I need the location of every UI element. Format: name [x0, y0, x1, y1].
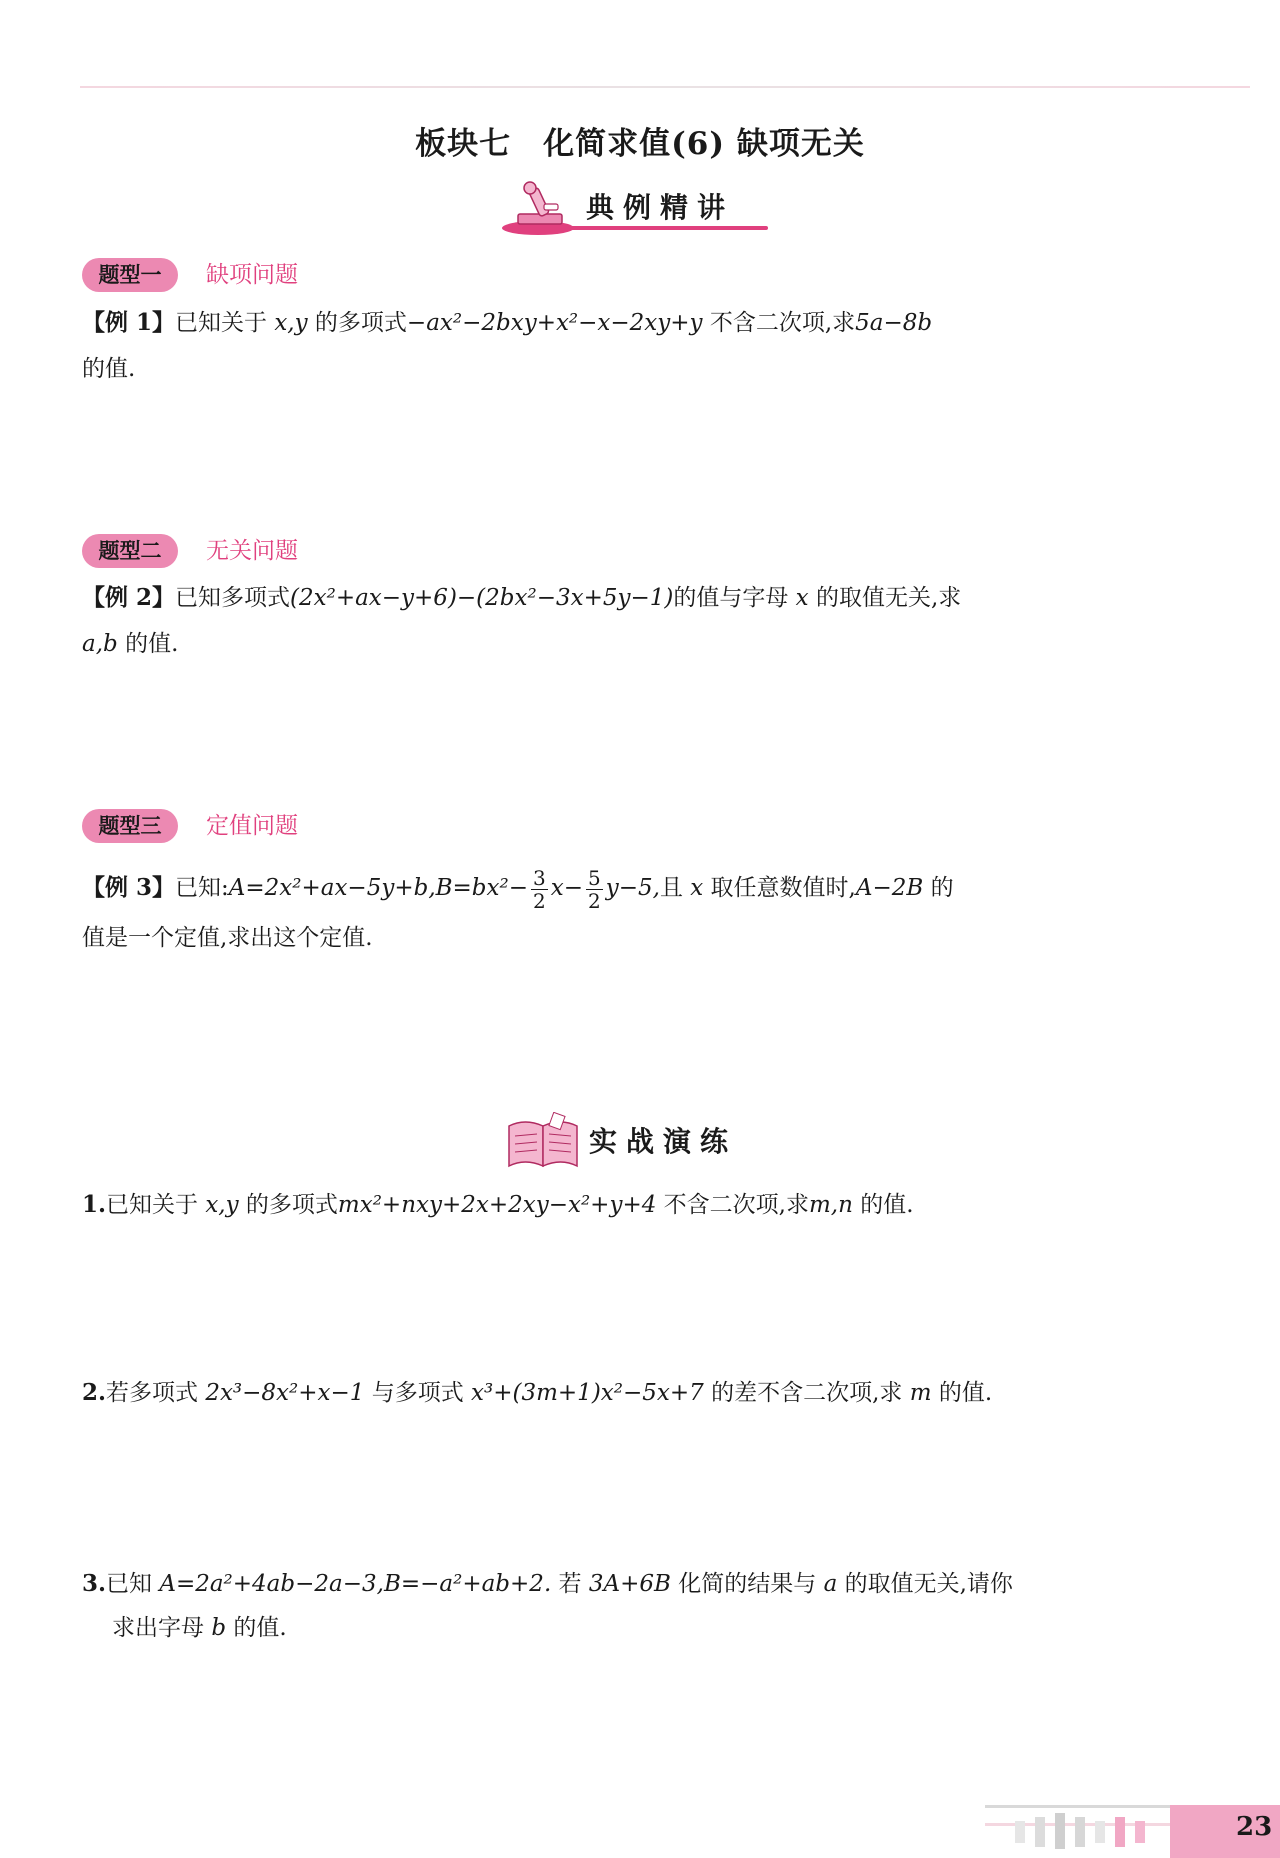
- text: 的取值无关,求: [815, 585, 962, 611]
- text: 若多项式: [106, 1380, 199, 1406]
- example-label: 【例 1】: [82, 309, 176, 336]
- text: 的值.: [860, 1192, 914, 1218]
- math: 3A+6B: [588, 1571, 671, 1597]
- math: x: [795, 585, 809, 611]
- text: 不含二次项,求: [663, 1192, 809, 1218]
- example-1: [82, 300, 1182, 392]
- section-title-examples: 典例精讲: [586, 191, 735, 224]
- example-label: 【例 3】: [82, 874, 176, 901]
- math: A=2x²+ax−5y+b,B=bx²−: [228, 875, 528, 901]
- fraction-denominator: 2: [533, 888, 546, 913]
- text: 的多项式: [245, 1192, 338, 1218]
- exercise-2: [82, 1374, 1182, 1407]
- math: A−2B: [855, 875, 924, 901]
- math: x,y: [205, 1192, 239, 1218]
- text: 值是一个定值,求出这个定值.: [82, 925, 373, 951]
- type-name: 定值问题: [206, 813, 298, 839]
- math: x³+(3m+1)x²−5x+7: [471, 1380, 704, 1406]
- text: 若: [558, 1571, 582, 1597]
- open-book-icon: [505, 1112, 583, 1172]
- type-badge: 题型一: [82, 258, 178, 292]
- math: 5a−8b: [855, 310, 933, 336]
- fraction-numerator: 3: [533, 865, 546, 890]
- exercise-number: 3.: [82, 1570, 107, 1597]
- type-badge: 题型二: [82, 534, 178, 568]
- section-header-examples: [500, 178, 790, 238]
- math: (2x²+ax−y+6)−(2bx²−3x+5y−1): [290, 585, 674, 611]
- text: 的值与字母: [673, 585, 789, 611]
- math: m: [909, 1380, 932, 1406]
- text: 不含二次项,求: [709, 310, 856, 336]
- fraction-denominator: 2: [587, 888, 601, 913]
- text: 的差不含二次项,求: [711, 1380, 903, 1406]
- fraction: [586, 867, 603, 912]
- example-2: [82, 575, 1182, 667]
- text: 已知:: [175, 875, 229, 901]
- math: 2x³−8x²+x−1: [205, 1380, 365, 1406]
- text: 已知: [106, 1571, 153, 1597]
- type-name: 缺项问题: [206, 262, 298, 288]
- text: 求出字母: [112, 1615, 204, 1641]
- text: 已知关于: [106, 1192, 199, 1218]
- math: b: [211, 1615, 227, 1641]
- type-name: 无关问题: [206, 538, 298, 564]
- text: 与多项式: [371, 1380, 464, 1406]
- section-title-practice: 实战演练: [589, 1125, 738, 1158]
- text: 的值.: [82, 356, 136, 382]
- top-rule: [80, 86, 1250, 88]
- text: 的多项式: [314, 310, 407, 336]
- math: mx²+nxy+2x+2xy−x²+y+4: [337, 1192, 657, 1218]
- exercise-number: 1.: [82, 1191, 107, 1218]
- text: 且: [659, 875, 683, 901]
- text: 化简的结果与: [678, 1571, 817, 1597]
- fraction-numerator: 5: [587, 865, 601, 890]
- exercise-3: [82, 1562, 1182, 1650]
- text: 已知多项式: [175, 585, 291, 611]
- math: x−: [550, 875, 583, 901]
- text: 取任意数值时,: [710, 875, 856, 901]
- text: 的值.: [938, 1380, 993, 1406]
- example-3: [82, 858, 1182, 958]
- text: 的值.: [233, 1615, 287, 1641]
- section-header-practice: [505, 1112, 795, 1172]
- page-number: 23: [1236, 1812, 1273, 1842]
- example-label: 【例 2】: [82, 584, 176, 611]
- math: m,n: [808, 1192, 853, 1218]
- type-badge: 题型三: [82, 809, 178, 843]
- math: a,b: [82, 631, 118, 657]
- math: a: [823, 1571, 838, 1597]
- exercise-1: [82, 1186, 1182, 1219]
- text: 的值.: [125, 631, 179, 657]
- exercise-number: 2.: [82, 1379, 107, 1406]
- page-title: 板块七 化简求值(6) 缺项无关: [415, 126, 865, 162]
- math: x: [690, 875, 704, 901]
- math: x,y: [274, 310, 308, 336]
- text: 已知关于: [175, 310, 268, 336]
- math: −ax²−2bxy+x²−x−2xy+y: [406, 310, 703, 336]
- text: 的: [930, 875, 954, 901]
- text: 的取值无关,请你: [844, 1571, 1013, 1597]
- fraction: [531, 867, 548, 912]
- section-underline: [568, 226, 768, 230]
- math: y−5,: [605, 875, 660, 901]
- math: A=2a²+4ab−2a−3,B=−a²+ab+2.: [159, 1571, 552, 1597]
